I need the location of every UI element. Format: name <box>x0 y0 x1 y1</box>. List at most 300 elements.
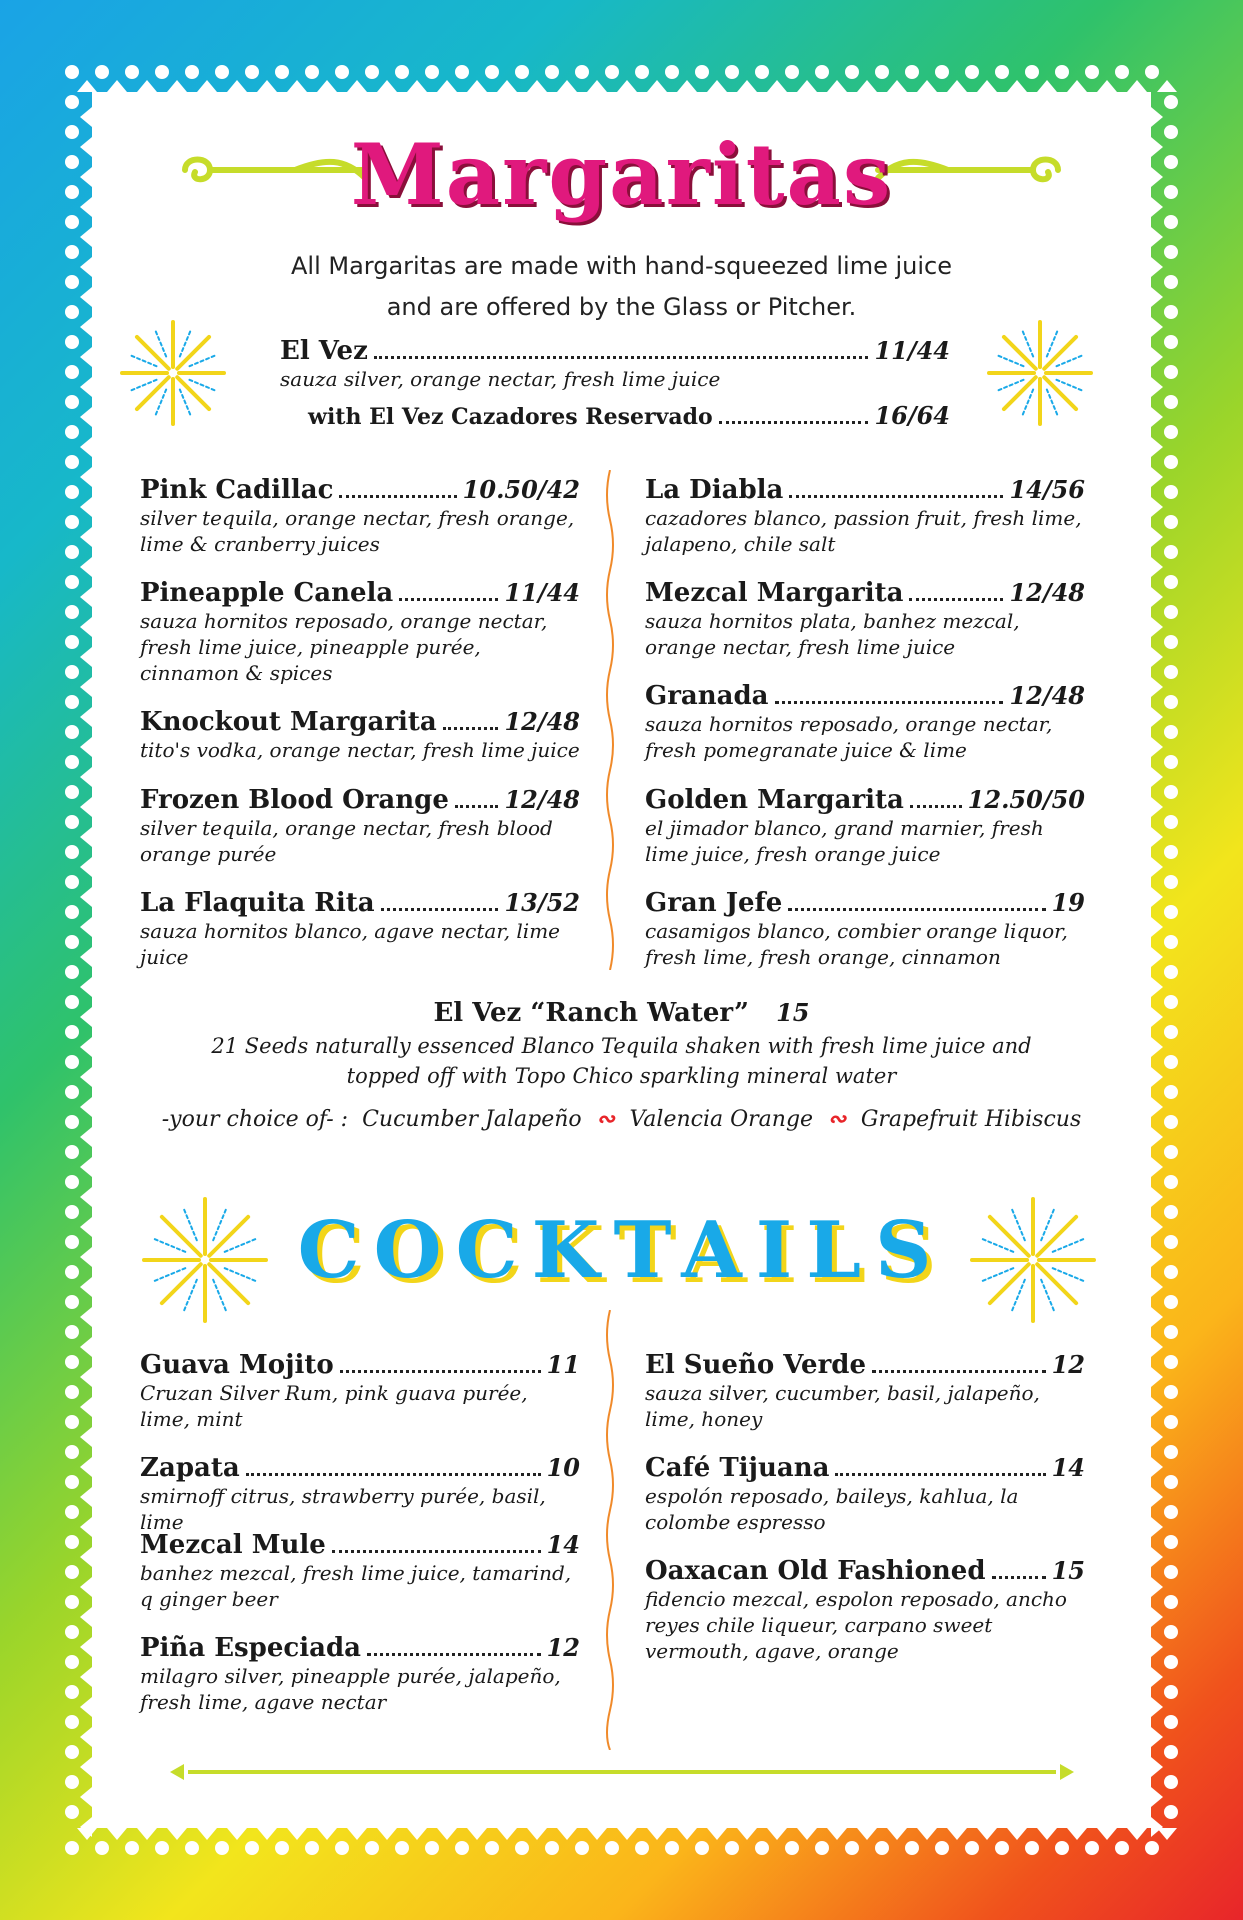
border-notch <box>1151 1697 1163 1717</box>
border-dot <box>1164 1415 1178 1429</box>
border-notch <box>257 1828 277 1840</box>
burst-ray <box>177 337 209 369</box>
border-notch <box>80 527 92 547</box>
border-dot <box>95 65 109 79</box>
border-dot <box>665 1841 679 1855</box>
border-dot <box>65 935 79 949</box>
border-dot <box>1164 1685 1178 1699</box>
item-name: Frozen Blood Orange <box>140 785 449 815</box>
menu-item <box>140 785 580 867</box>
border-dot <box>65 95 79 109</box>
border-notch <box>80 587 92 607</box>
leader-dots <box>775 701 1004 704</box>
border-dot <box>1164 1625 1178 1639</box>
border-dot <box>1164 1805 1178 1819</box>
border-dot <box>305 65 319 79</box>
border-notch <box>737 80 757 92</box>
border-dot <box>815 1841 829 1855</box>
border-dot <box>65 1841 79 1855</box>
border-notch <box>707 1828 727 1840</box>
border-dot <box>65 965 79 979</box>
menu-item <box>645 1556 1085 1664</box>
burst-ray <box>189 380 215 391</box>
item-desc: sauza hornitos plata, banhez mezcal, orange nectar, fresh lime juice <box>645 609 1020 659</box>
burst-ray <box>1047 389 1058 415</box>
item-desc: fidencio mezcal, espolon reposado, ancho reyes chile liqueur, carpano sweet vermouth, agave, orange <box>645 1587 1067 1663</box>
border-notch <box>80 1607 92 1627</box>
border-notch <box>797 1828 817 1840</box>
border-dot <box>995 65 1009 79</box>
border-dot <box>65 365 79 379</box>
border-dot <box>95 1841 109 1855</box>
border-dot <box>65 1385 79 1399</box>
border-dot <box>65 1295 79 1309</box>
item-desc: silver tequila, orange nectar, fresh blood orange purée <box>140 816 553 866</box>
border-notch <box>80 947 92 967</box>
border-dot <box>1164 635 1178 649</box>
border-notch <box>587 80 607 92</box>
burst-ray <box>1022 389 1033 415</box>
border-notch <box>80 107 92 127</box>
menu-item <box>645 578 1085 660</box>
border-notch <box>80 1367 92 1387</box>
border-notch <box>1157 1828 1177 1840</box>
border-dot <box>845 1841 859 1855</box>
border-dot <box>1085 65 1099 79</box>
border-dot <box>1145 65 1159 79</box>
menu-item <box>645 785 1085 867</box>
item-name: Guava Mojito <box>140 1350 334 1380</box>
border-notch <box>1151 617 1163 637</box>
burst-ray <box>137 377 169 409</box>
border-notch <box>1007 1828 1027 1840</box>
border-dot <box>65 455 79 469</box>
border-dot <box>65 1625 79 1639</box>
border-dot <box>1164 1775 1178 1789</box>
border-notch <box>1151 767 1163 787</box>
border-notch <box>527 80 547 92</box>
item-desc: sauza hornitos blanco, agave nectar, lime juice <box>140 919 560 969</box>
border-notch <box>80 1187 92 1207</box>
item-name: Granada <box>645 681 769 711</box>
border-notch <box>80 737 92 757</box>
border-notch <box>707 80 727 92</box>
burst-ray <box>1044 377 1076 409</box>
border-notch <box>407 1828 427 1840</box>
burst-ray <box>1004 377 1036 409</box>
border-notch <box>197 80 217 92</box>
border-dot <box>65 725 79 739</box>
border-dot <box>1164 1355 1178 1369</box>
item-price: 12 <box>546 1633 580 1662</box>
border-dot <box>1164 845 1178 859</box>
ranch-desc-1: 21 Seeds naturally essenced Blanco Tequila shaken with fresh lime juice and <box>211 1034 1032 1058</box>
border-notch <box>80 767 92 787</box>
border-notch <box>647 1828 667 1840</box>
border-dot <box>845 65 859 79</box>
border-notch <box>617 80 637 92</box>
border-dot <box>65 815 79 829</box>
border-dot <box>65 785 79 799</box>
starburst-icon <box>985 318 1095 428</box>
border-dot <box>65 545 79 559</box>
border-notch <box>80 1337 92 1357</box>
border-notch <box>80 1757 92 1777</box>
border-dot <box>1164 1535 1178 1549</box>
column-divider <box>600 470 620 970</box>
featured-upgrade <box>308 401 950 430</box>
border-notch <box>617 1828 637 1840</box>
menu-item <box>645 888 1085 970</box>
border-dot <box>1164 935 1178 949</box>
border-dot <box>185 65 199 79</box>
item-desc: milagro silver, pineapple purée, jalapeño, fresh lime, agave nectar <box>140 1664 561 1714</box>
border-notch <box>947 80 967 92</box>
border-dot <box>1085 1841 1099 1855</box>
item-name: El Sueño Verde <box>645 1350 867 1380</box>
leader-dots <box>789 495 1003 498</box>
leader-dots <box>443 727 499 730</box>
border-notch <box>1097 1828 1117 1840</box>
item-desc: espolón reposado, baileys, kahlua, la colombe espresso <box>645 1484 1019 1534</box>
border-dot <box>65 605 79 619</box>
burst-ray <box>177 377 209 409</box>
border-dot <box>65 1715 79 1729</box>
border-notch <box>80 797 92 817</box>
border-notch <box>347 80 367 92</box>
item-desc: cazadores blanco, passion fruit, fresh lime, jalapeno, chile salt <box>645 506 1082 556</box>
border-notch <box>497 80 517 92</box>
border-dot <box>65 1535 79 1549</box>
border-dot <box>395 1841 409 1855</box>
border-notch <box>797 80 817 92</box>
border-dot <box>635 1841 649 1855</box>
border-notch <box>557 80 577 92</box>
item-price: 11/44 <box>874 336 950 365</box>
border-dot <box>65 335 79 349</box>
border-dot <box>905 65 919 79</box>
item-name: Pineapple Canela <box>140 578 394 608</box>
burst-ray <box>1044 337 1076 369</box>
border-notch <box>1151 857 1163 877</box>
border-notch <box>80 437 92 457</box>
border-dot <box>65 1415 79 1429</box>
border-dot <box>65 515 79 529</box>
border-notch <box>80 857 92 877</box>
border-notch <box>80 1727 92 1747</box>
border-dot <box>1164 1505 1178 1519</box>
border-dot <box>65 1685 79 1699</box>
border-notch <box>80 467 92 487</box>
border-notch <box>167 80 187 92</box>
border-notch <box>677 80 697 92</box>
border-notch <box>80 1637 92 1657</box>
border-dot <box>755 65 769 79</box>
border-notch <box>137 80 157 92</box>
menu-item <box>140 1530 580 1612</box>
burst-ray <box>180 331 191 357</box>
border-notch <box>80 557 92 577</box>
burst-ray <box>1056 355 1082 366</box>
border-notch <box>347 1828 367 1840</box>
leader-dots <box>910 805 962 808</box>
menu-item <box>140 888 580 970</box>
border-notch <box>1151 1787 1163 1807</box>
border-notch <box>827 80 847 92</box>
border-notch <box>1151 1457 1163 1477</box>
border-dot <box>245 65 259 79</box>
border-dot <box>65 1745 79 1759</box>
starburst-icon <box>118 318 228 428</box>
border-notch <box>887 1828 907 1840</box>
menu-item <box>140 1453 580 1535</box>
leader-dots <box>719 421 869 424</box>
border-notch <box>587 1828 607 1840</box>
leader-dots <box>399 598 498 601</box>
border-dot <box>65 635 79 649</box>
burst-ray <box>1056 380 1082 391</box>
border-dot <box>1164 425 1178 439</box>
border-dot <box>695 65 709 79</box>
border-dot <box>125 1841 139 1855</box>
border-notch <box>287 80 307 92</box>
border-dot <box>1164 95 1178 109</box>
border-notch <box>80 1457 92 1477</box>
border-dot <box>1164 455 1178 469</box>
border-dot <box>1164 1145 1178 1159</box>
border-notch <box>497 1828 517 1840</box>
border-dot <box>1115 65 1129 79</box>
border-dot <box>65 1805 79 1819</box>
border-dot <box>65 1175 79 1189</box>
border-dot <box>635 65 649 79</box>
ranch-desc-2: topped off with Topo Chico sparkling mineral water <box>346 1064 897 1088</box>
border-dot <box>575 1841 589 1855</box>
border-dot <box>1025 65 1039 79</box>
choice-label: -your choice of- : <box>161 1107 349 1132</box>
item-price: 12/48 <box>504 785 580 814</box>
border-notch <box>167 1828 187 1840</box>
burst-ray <box>155 389 166 415</box>
border-notch <box>1157 80 1177 92</box>
border-notch <box>80 227 92 247</box>
item-name: El Vez “Ranch Water” <box>433 998 750 1028</box>
border-notch <box>1151 1397 1163 1417</box>
border-dot <box>65 395 79 409</box>
border-notch <box>1151 467 1163 487</box>
border-dot <box>65 425 79 439</box>
border-dot <box>605 1841 619 1855</box>
border-notch <box>80 677 92 697</box>
border-notch <box>1151 797 1163 817</box>
border-dot <box>1164 965 1178 979</box>
border-dot <box>875 65 889 79</box>
item-price: 12 <box>1051 1350 1085 1379</box>
border-dot <box>1145 1841 1159 1855</box>
border-notch <box>227 80 247 92</box>
leader-dots <box>374 356 869 359</box>
item-price: 15 <box>1051 1556 1085 1585</box>
burst-ray <box>180 389 191 415</box>
border-dot <box>1164 545 1178 559</box>
border-notch <box>377 1828 397 1840</box>
border-dot <box>65 1145 79 1159</box>
border-notch <box>80 707 92 727</box>
border-notch <box>917 1828 937 1840</box>
border-dot <box>1164 365 1178 379</box>
border-notch <box>977 80 997 92</box>
border-dot <box>725 65 739 79</box>
item-name: La Diabla <box>645 475 784 505</box>
border-dot <box>1164 1325 1178 1339</box>
border-notch <box>1151 887 1163 907</box>
border-dot <box>935 65 949 79</box>
item-name: Zapata <box>140 1453 240 1483</box>
border-dot <box>545 65 559 79</box>
border-dot <box>65 905 79 919</box>
border-notch <box>137 1828 157 1840</box>
border-dot <box>485 1841 499 1855</box>
border-dot <box>65 1595 79 1609</box>
leader-dots <box>992 1576 1046 1579</box>
border-dot <box>65 1325 79 1339</box>
border-dot <box>1164 1565 1178 1579</box>
border-dot <box>1164 1175 1178 1189</box>
border-notch <box>77 80 97 92</box>
border-notch <box>1151 377 1163 397</box>
border-dot <box>935 1841 949 1855</box>
border-notch <box>467 1828 487 1840</box>
leader-dots <box>909 598 1003 601</box>
border-notch <box>1151 497 1163 517</box>
border-dot <box>575 65 589 79</box>
featured-item <box>280 336 950 392</box>
border-dot <box>905 1841 919 1855</box>
border-notch <box>80 977 92 997</box>
border-dot <box>875 1841 889 1855</box>
border-notch <box>1151 677 1163 697</box>
border-notch <box>1151 227 1163 247</box>
border-dot <box>995 1841 1009 1855</box>
border-dot <box>455 1841 469 1855</box>
border-notch <box>80 1487 92 1507</box>
item-name: Knockout Margarita <box>140 707 437 737</box>
border-notch <box>767 1828 787 1840</box>
burst-ray <box>155 331 166 357</box>
border-dot <box>695 1841 709 1855</box>
border-notch <box>80 347 92 367</box>
border-notch <box>857 80 877 92</box>
item-name: Gran Jefe <box>645 888 783 918</box>
border-notch <box>197 1828 217 1840</box>
border-notch <box>1151 107 1163 127</box>
border-notch <box>1151 1427 1163 1447</box>
item-price: 14 <box>1051 1453 1085 1482</box>
border-dot <box>65 845 79 859</box>
border-notch <box>80 1787 92 1807</box>
border-notch <box>677 1828 697 1840</box>
border-notch <box>80 1577 92 1597</box>
border-dot <box>1164 905 1178 919</box>
item-desc: sauza silver, cucumber, basil, jalapeño, lime, honey <box>645 1381 1040 1431</box>
leader-dots <box>340 1370 541 1373</box>
border-dot <box>1164 1655 1178 1669</box>
burst-ray <box>998 380 1024 391</box>
border-dot <box>155 65 169 79</box>
border-dot <box>65 1655 79 1669</box>
border-notch <box>1127 1828 1147 1840</box>
item-name: La Flaquita Rita <box>140 888 375 918</box>
border-dot <box>65 485 79 499</box>
item-desc: silver tequila, orange nectar, fresh orange, lime & cranberry juices <box>140 506 575 556</box>
border-notch <box>1151 1307 1163 1327</box>
item-price: 10 <box>546 1453 580 1482</box>
leader-dots <box>367 1653 541 1656</box>
border-notch <box>1151 407 1163 427</box>
leader-dots <box>332 1550 541 1553</box>
border-dot <box>455 65 469 79</box>
border-dot <box>1164 1595 1178 1609</box>
item-price: 12/48 <box>1009 578 1085 607</box>
border-notch <box>377 80 397 92</box>
border-notch <box>1151 737 1163 757</box>
border-dot <box>785 1841 799 1855</box>
border-dot <box>65 1445 79 1459</box>
border-dot <box>1164 875 1178 889</box>
item-name: Oaxacan Old Fashioned <box>645 1556 986 1586</box>
menu-item <box>140 475 580 557</box>
border-notch <box>827 1828 847 1840</box>
border-dot <box>155 1841 169 1855</box>
border-notch <box>80 1547 92 1567</box>
item-price: 10.50/42 <box>462 475 580 504</box>
border-dot <box>1164 1295 1178 1309</box>
border-dot <box>305 1841 319 1855</box>
item-price: 11 <box>546 1350 580 1379</box>
burst-ray <box>131 355 157 366</box>
item-name: Mezcal Mule <box>140 1530 326 1560</box>
border-notch <box>1151 1487 1163 1507</box>
item-desc: sauza hornitos reposado, orange nectar, fresh pomegranate juice & lime <box>645 712 1053 762</box>
item-name: Pink Cadillac <box>140 475 334 505</box>
border-dot <box>65 65 79 79</box>
item-price: 19 <box>1051 888 1085 917</box>
border-dot <box>1164 395 1178 409</box>
border-dot <box>1164 1475 1178 1489</box>
item-desc: Cruzan Silver Rum, pink guava purée, lime, mint <box>140 1381 528 1431</box>
border-dot <box>1164 665 1178 679</box>
border-dot <box>965 1841 979 1855</box>
border-dot <box>335 1841 349 1855</box>
border-notch <box>1151 1547 1163 1567</box>
item-price: 14/56 <box>1009 475 1085 504</box>
border-dot <box>755 1841 769 1855</box>
border-notch <box>107 80 127 92</box>
border-notch <box>80 1427 92 1447</box>
border-dot <box>275 65 289 79</box>
border-notch <box>1067 80 1087 92</box>
border-dot <box>1164 575 1178 589</box>
border-notch <box>257 80 277 92</box>
item-desc: sauza silver, orange nectar, fresh lime juice <box>280 367 721 391</box>
border-notch <box>1151 1187 1163 1207</box>
margaritas-title: Margaritas <box>350 125 893 224</box>
burst-ray <box>1022 331 1033 357</box>
flourish-icon: ∾ <box>820 1106 854 1132</box>
border-dot <box>1164 755 1178 769</box>
border-notch <box>1151 1817 1163 1837</box>
leader-dots <box>381 908 499 911</box>
